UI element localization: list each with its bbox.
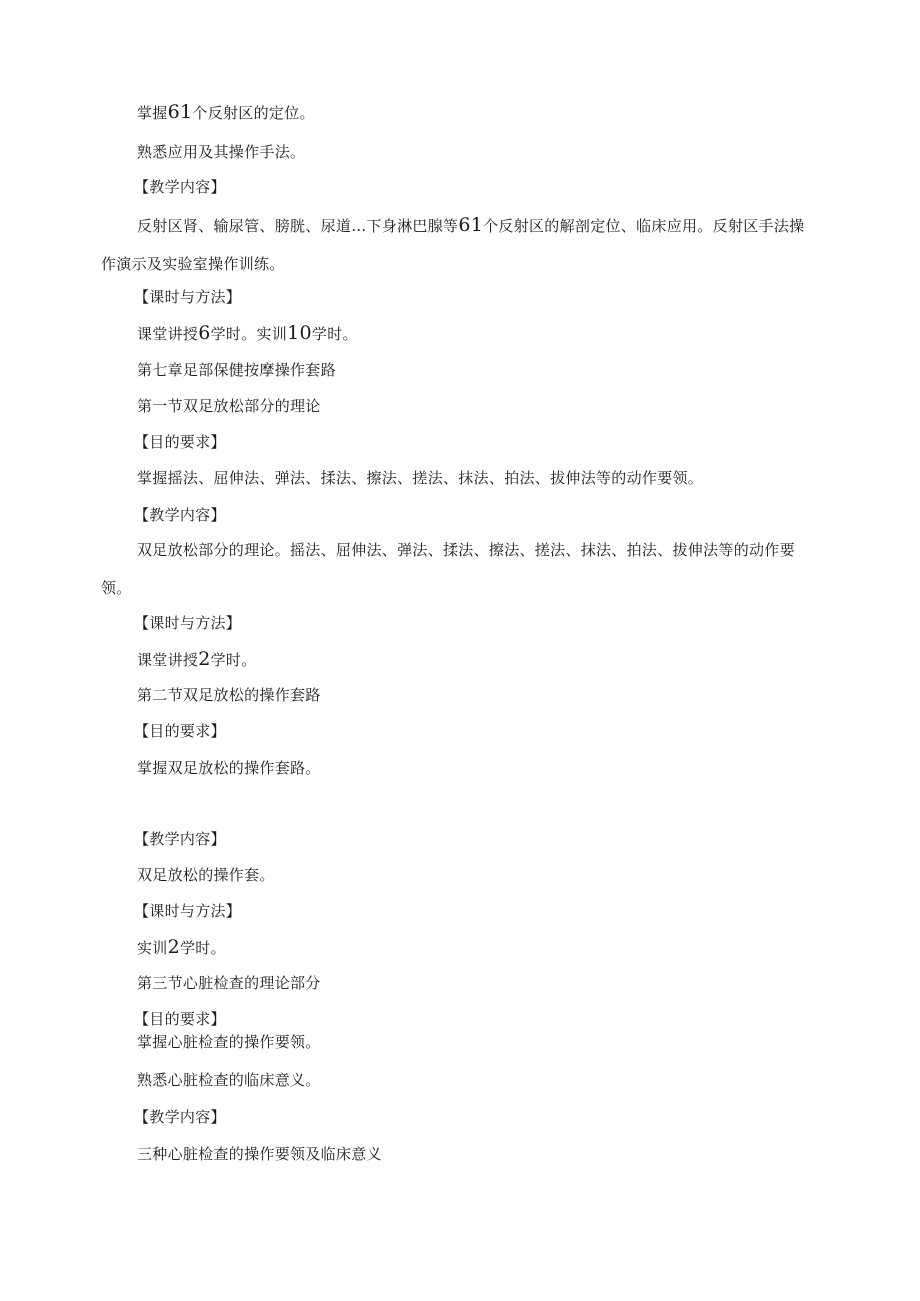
section-label: 【教学内容】: [134, 178, 226, 196]
text-line: 课堂讲授2学时。: [137, 648, 257, 670]
text-line: 课堂讲授6学时。实训10学时。: [137, 322, 358, 344]
section-label: 【教学内容】: [134, 830, 226, 848]
section-title: 第三节心脏检查的理论部分: [137, 974, 321, 992]
text-line: 熟悉心脏检查的临床意义。: [137, 1071, 321, 1089]
text-line: 掌握61个反射区的定位。: [137, 101, 315, 123]
text-line: 双足放松的操作套。: [137, 866, 275, 884]
section-label: 【课时与方法】: [134, 614, 242, 632]
section-label: 【教学内容】: [134, 506, 226, 524]
section-label: 【课时与方法】: [134, 902, 242, 920]
section-label: 【目的要求】: [134, 433, 226, 451]
section-label: 【课时与方法】: [134, 288, 242, 306]
text-line: 掌握双足放松的操作套路。: [137, 759, 321, 777]
section-title: 第二节双足放松的操作套路: [137, 686, 321, 704]
text-line: 熟悉应用及其操作手法。: [137, 143, 306, 161]
section-label: 【教学内容】: [134, 1108, 226, 1126]
paragraph: 双足放松部分的理论。摇法、屈伸法、弹法、揉法、擦法、搓法、抹法、拍法、拔伸法等的动作要领。: [101, 541, 795, 597]
text-line: 三种心脏检查的操作要领及临床意义: [137, 1145, 382, 1163]
paragraph: 反射区肾、输尿管、膀胱、尿道…下身淋巴腺等61个反射区的解剖定位、临床应用。反射区手法操作演示及实验室操作训练。: [101, 214, 805, 273]
section-label: 【目的要求】: [134, 1010, 226, 1028]
text-line: 实训2学时。: [137, 936, 226, 958]
section-label: 【目的要求】: [134, 722, 226, 740]
text-line: 掌握心脏检查的操作要领。: [137, 1033, 321, 1051]
section-title: 第一节双足放松部分的理论: [137, 397, 321, 415]
chapter-title: 第七章足部保健按摩操作套路: [137, 361, 336, 379]
text-line: 掌握摇法、屈伸法、弹法、揉法、擦法、搓法、抹法、拍法、拔伸法等的动作要领。: [137, 469, 704, 487]
